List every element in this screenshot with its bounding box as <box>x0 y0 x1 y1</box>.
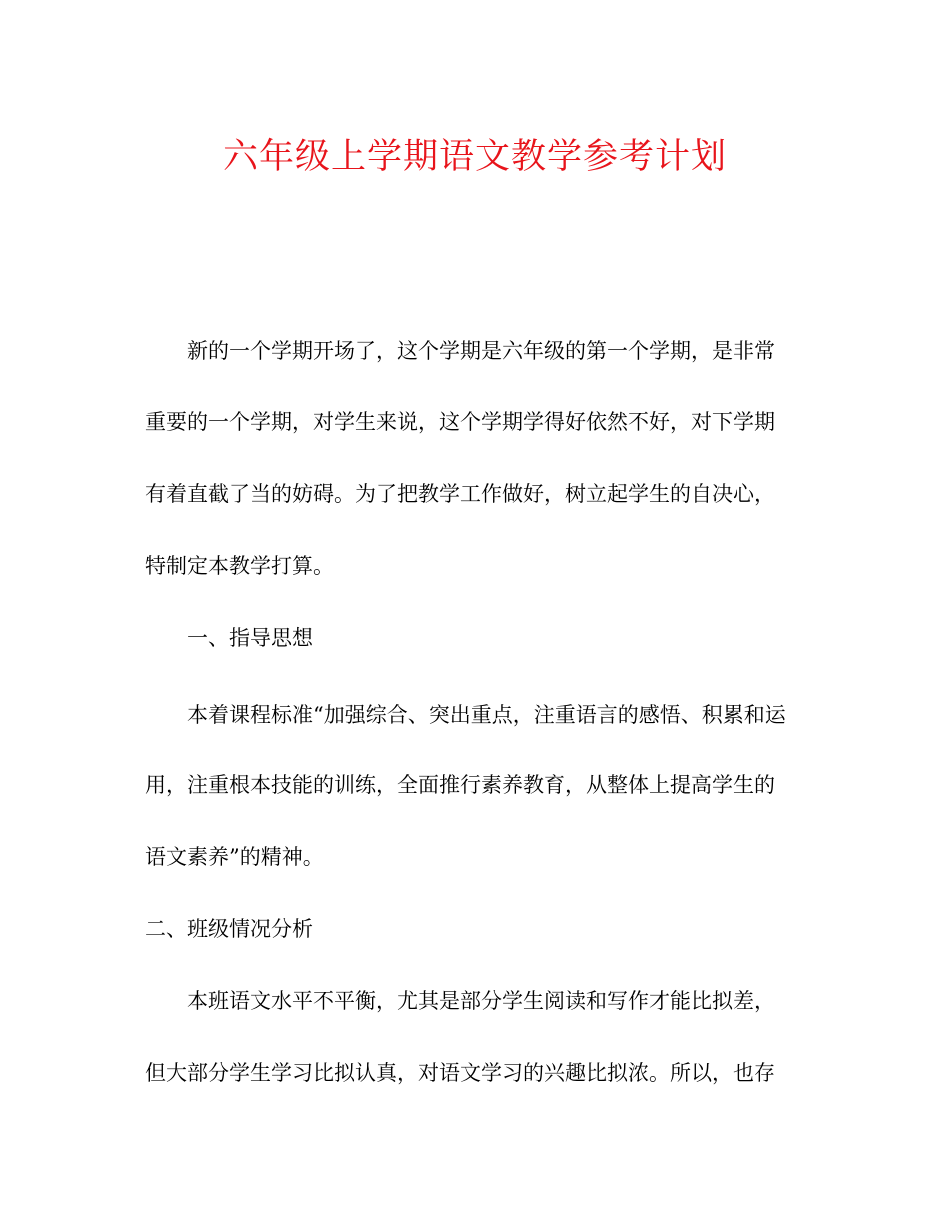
paragraph-line: 新的一个学期开场了，这个学期是六年级的第一个学期，是非常 <box>187 339 775 363</box>
paragraph-line: 用，注重根本技能的训练，全面推行素养教育，从整体上提高学生的 <box>145 773 775 797</box>
paragraph-line: 本班语文水平不平衡，尤其是部分学生阅读和写作才能比拟差， <box>187 989 775 1013</box>
section-heading: 一、指导思想 <box>187 626 313 650</box>
paragraph-line: 但大部分学生学习比拟认真，对语文学习的兴趣比拟浓。所以，也存 <box>145 1061 775 1085</box>
document-title: 六年级上学期语文教学参考计划 <box>222 137 727 177</box>
paragraph-line: 语文素养”的精神。 <box>145 845 324 869</box>
paragraph-line: 有着直截了当的妨碍。为了把教学工作做好，树立起学生的自决心， <box>145 482 775 506</box>
paragraph-line: 重要的一个学期，对学生来说，这个学期学得好依然不好，对下学期 <box>145 410 775 434</box>
paragraph-line: 本着课程标准“加强综合、突出重点，注重语言的感悟、积累和运 <box>187 703 786 727</box>
paragraph-line: 特制定本教学打算。 <box>145 554 334 578</box>
section-heading: 二、班级情况分析 <box>145 917 313 941</box>
